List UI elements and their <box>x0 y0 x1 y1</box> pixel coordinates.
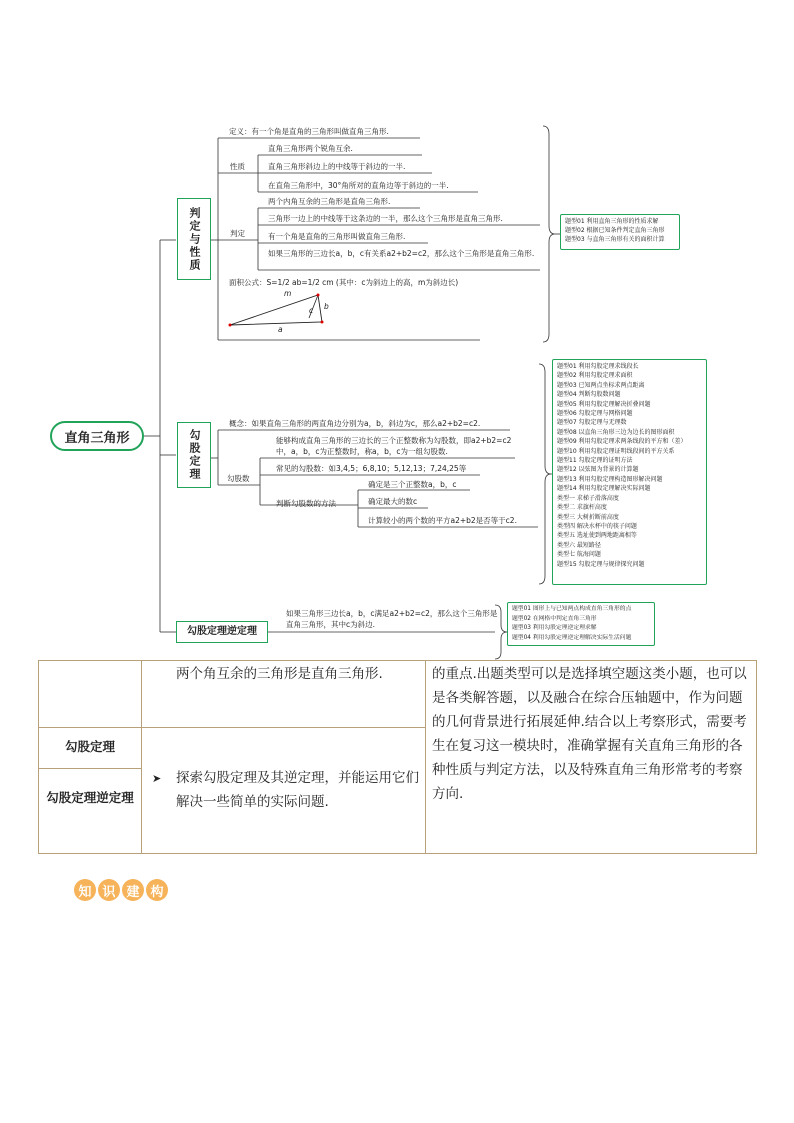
judge-step-1: 确定是三个正整数a，b，c <box>368 480 457 489</box>
judge-label: 判断勾股数的方法 <box>276 499 336 508</box>
section-badge-knowledge-structure <box>74 878 168 904</box>
criteria-1: 两个内角互余的三角形是直角三角形. <box>268 197 391 206</box>
question-type: 题型02 利用勾股定理求面积 <box>557 372 633 380</box>
judge-step-2: 确定最大的数c <box>368 497 418 506</box>
question-type: 题型04 判断勾股数问题 <box>557 391 621 399</box>
triangle-label-a: a <box>278 325 283 334</box>
definition-text: 定义：有一个角是直角的三角形叫做直角三角形. <box>229 127 389 136</box>
triangle-label-m: m <box>284 289 292 298</box>
area-formula: 面积公式：S=1/2 ab=1/2 cm (其中：c为斜边上的高，m为斜边长) <box>229 278 459 287</box>
row2-label: 勾股定理 <box>64 739 115 754</box>
branch-converse: 勾股定理逆定理 <box>176 621 268 643</box>
property-1: 直角三角形两个锐角互余. <box>268 144 353 153</box>
question-type: 题型06 勾股定理与网格问题 <box>557 410 633 418</box>
question-type: 题型13 利用勾股定理构造图形解决问题 <box>557 475 663 483</box>
question-type: 类型六 最短路径 <box>557 541 601 549</box>
question-type: 类型五 选址使到两地距离相等 <box>557 532 637 540</box>
question-type: 题型04 利用勾股定理逆定理解决实际生活问题 <box>512 634 632 641</box>
judge-step-3: 计算较小的两个数的平方a2+b2是否等于c2. <box>368 516 517 525</box>
question-type: 题型08 以直角三角形三边为边长的图形面积 <box>557 428 675 436</box>
question-type: 题型11 勾股定理的证明方法 <box>557 457 633 465</box>
question-type: 类型一 求梯子滑落高度 <box>557 494 619 502</box>
badge-char: 知 <box>74 879 96 901</box>
question-type: 题型03 与直角三角形有关的面积计算 <box>565 236 665 243</box>
triangle-label-c: c <box>309 306 314 315</box>
criteria-4: 如果三角形的三边长a，b，c有关系a2+b2=c2，那么这个三角形是直角三角形. <box>268 249 535 258</box>
question-type: 题型03 利用勾股定理逆定理求解 <box>512 625 597 631</box>
table-cell <box>38 768 142 854</box>
question-type: 题型07 勾股定理与无理数 <box>557 419 627 427</box>
row3-label: 勾股定理逆定理 <box>46 790 134 805</box>
property-3: 在直角三角形中，30°角所对的直角边等于斜边的一半. <box>268 181 449 190</box>
row1-content: 两个角互余的三角形是直角三角形. <box>176 666 383 682</box>
question-type: 类型二 求旗杆高度 <box>557 504 607 512</box>
common-triples: 常见的勾股数：如3,4,5；6,8,10；5,12,13；7,24,25等 <box>276 464 467 473</box>
branch-judge-property: 判定与性质 <box>177 198 211 280</box>
question-type: 题型01 图形上与已知两点构成直角三角形的点 <box>512 606 632 612</box>
row23-content: 探索勾股定理及其逆定理，并能运用它们解决一些简单的实际问题. <box>176 770 419 810</box>
branch-pythagorean: 勾股定理 <box>177 422 211 488</box>
badge-char: 识 <box>98 879 120 901</box>
exam-analysis: 的重点.出题类型可以是选择填空题这类小题，也可以是各类解答题，以及融合在综合压轴题中，作为问题的几何背景进行拓展延伸.结合以上考察形式，需要考生在复习这一模块时，准确掌握有关直角三角形的各种性质与判定方法，以及特殊直角三角形常考的考察方向. <box>432 666 747 802</box>
question-type: 题型02 根据已知条件判定直角三角形 <box>565 227 665 234</box>
question-type: 类型四 解决水杯中的筷子问题 <box>557 522 637 530</box>
converse-content: 如果三角形三边长a，b，c满足a2+b2=c2，那么这个三角形是直角三角形，其中c为斜边. <box>286 609 498 629</box>
triple-definition: 能够构成直角三角形的三边长的三个正整数称为勾股数，即a2+b2=c2中，a，b，c为正整数时，称a，b，c为一组勾股数. <box>276 436 512 456</box>
criteria-label: 判定 <box>230 229 245 238</box>
question-type: 题型05 利用勾股定理解决折叠问题 <box>557 400 651 408</box>
question-type: 题型15 勾股定理与规律探究问题 <box>557 560 645 568</box>
question-type: 题型14 利用勾股定理解决实际问题 <box>557 485 651 493</box>
root-node: 直角三角形 <box>50 421 144 451</box>
question-type: 题型09 利用勾股定理求两条线段的平方和（差） <box>557 438 687 446</box>
triangle-label-b: b <box>324 302 329 311</box>
question-type: 题型03 已知两点坐标求两点距离 <box>557 381 645 389</box>
badge-char: 构 <box>146 879 168 901</box>
triple-label: 勾股数 <box>227 474 250 483</box>
branch1-question-types <box>560 214 680 250</box>
badge-char: 建 <box>122 879 144 901</box>
question-type: 类型七 航海问题 <box>557 551 601 559</box>
property-2: 直角三角形斜边上的中线等于斜边的一半. <box>268 162 406 171</box>
criteria-3: 有一个角是直角的三角形叫做直角三角形. <box>268 232 406 241</box>
question-type: 题型12 以弦图为背景的计算题 <box>557 466 639 474</box>
question-type: 题型10 利用勾股定理证明线段间的平方关系 <box>557 447 675 455</box>
branch2-question-types <box>552 359 707 585</box>
property-label: 性质 <box>230 162 245 171</box>
table-cell <box>38 660 142 728</box>
criteria-2: 三角形一边上的中线等于这条边的一半，那么这个三角形是直角三角形. <box>268 214 503 223</box>
branch3-question-types <box>507 602 655 646</box>
question-type: 题型01 利用直角三角形的性质求解 <box>565 218 659 225</box>
question-type: 题型02 在网格中判定直角三角形 <box>512 615 597 622</box>
question-type: 类型三 大树折断前高度 <box>557 513 619 521</box>
question-type: 题型01 利用勾股定理求线段长 <box>557 363 639 370</box>
pythagorean-concept: 概念：如果直角三角形的两直角边分别为a，b，斜边为c，那么a2+b2=c2. <box>229 419 481 428</box>
bullet-icon: ➤ <box>152 772 162 785</box>
